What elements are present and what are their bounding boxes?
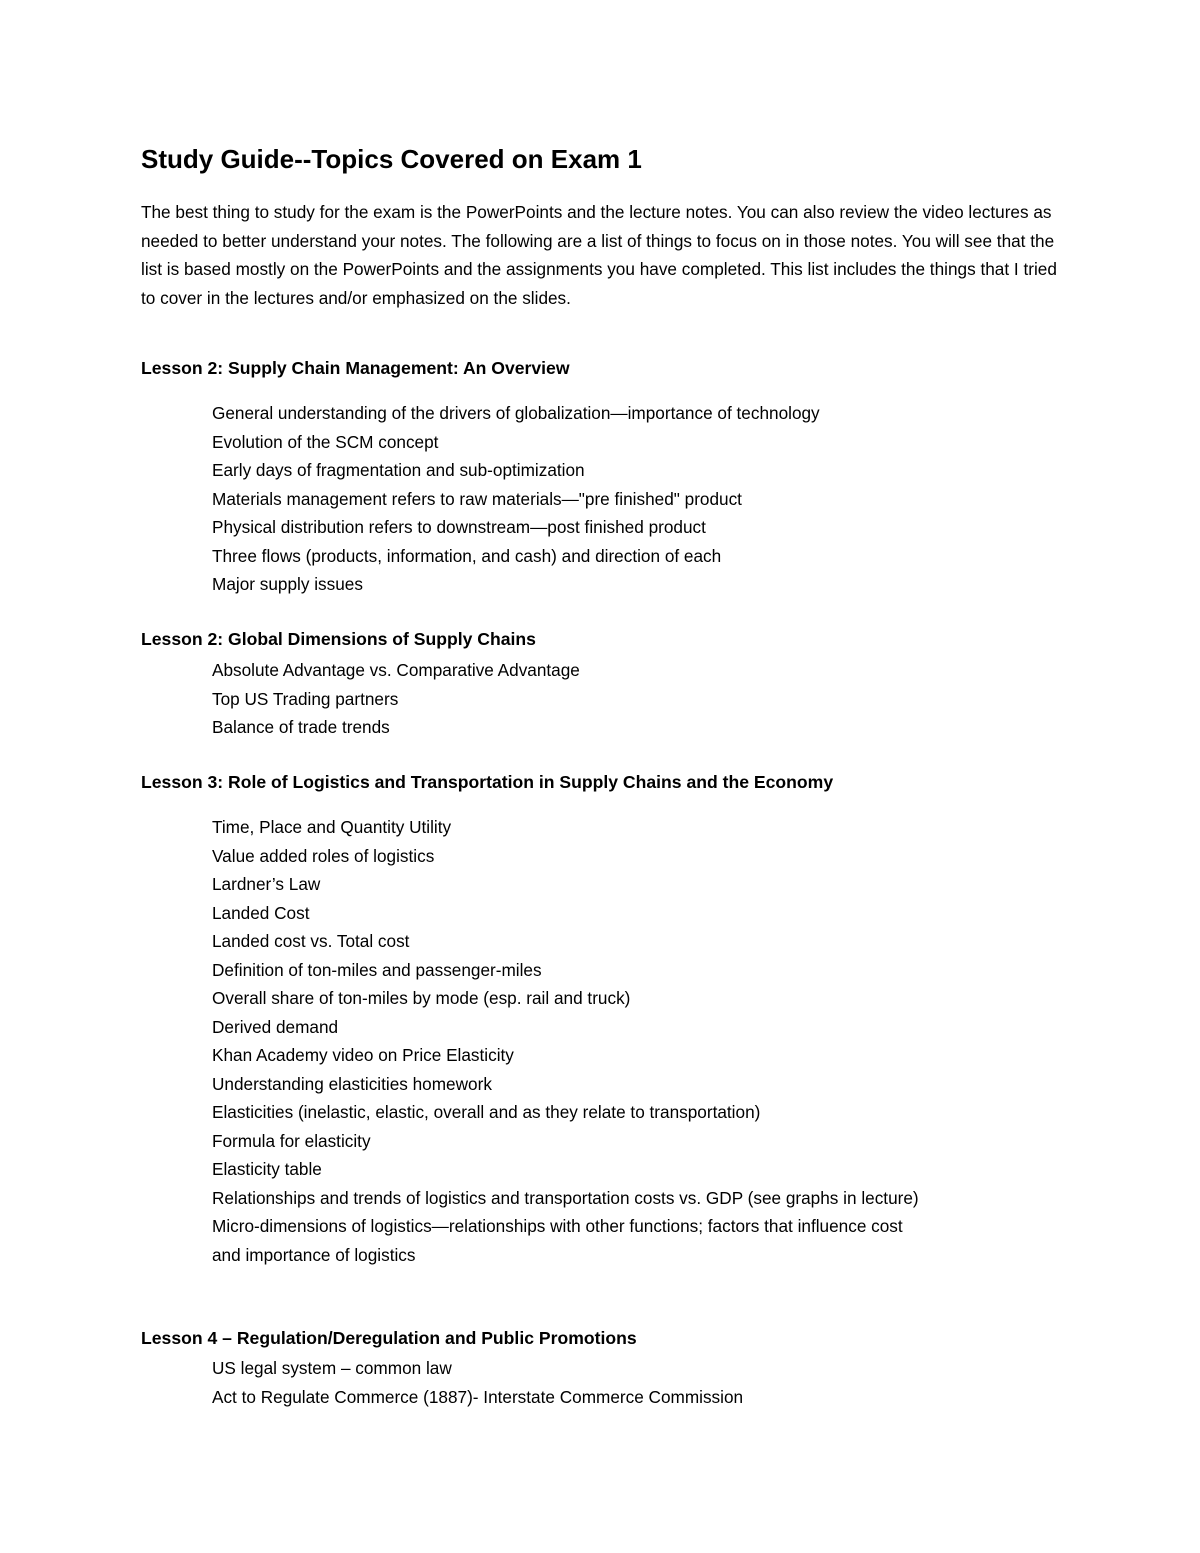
list-item: Evolution of the SCM concept — [212, 431, 439, 452]
list-item: US legal system – common law — [212, 1358, 452, 1378]
list-item: Value added roles of logistics — [212, 845, 435, 866]
intro-paragraph: The best thing to study for the exam is the PowerPoints and the lecture notes. You can also review the video lectures as needed to better understand your notes. The following are a list of things to focus on in those notes. You will see that the list is based mostly on the PowerPoints and the assignments you have completed. This list includes the things that I tried to cover in the lectures and/or emphasized on the slides. — [141, 202, 1057, 308]
section-heading-lesson-3: Lesson 3: Role of Logistics and Transportation in Supply Chains and the Economy — [141, 772, 834, 792]
section-list-lesson-3 — [212, 813, 1072, 1269]
list-item: Three flows (products, information, and cash) and direction of each — [212, 545, 722, 566]
section-heading-lesson-2-overview: Lesson 2: Supply Chain Management: An Overview — [141, 358, 570, 378]
section-heading-lesson-4: Lesson 4 – Regulation/Deregulation and Public Promotions — [141, 1328, 637, 1348]
list-item: Physical distribution refers to downstream—post finished product — [212, 517, 706, 537]
list-item: Materials management refers to raw materials—"pre finished" product — [212, 488, 742, 509]
list-item: Khan Academy video on Price Elasticity — [212, 1045, 514, 1065]
document-title: Study Guide--Topics Covered on Exam 1 — [141, 144, 642, 174]
list-item: Act to Regulate Commerce (1887)- Interstate Commerce Commission — [212, 1386, 744, 1407]
list-item: Top US Trading partners — [212, 688, 399, 709]
section-list-lesson-2-overview — [212, 399, 1072, 599]
list-item: Lardner’s Law — [212, 874, 321, 894]
section-list-lesson-4 — [212, 1354, 1072, 1411]
section-list-lesson-2-global — [212, 656, 1072, 742]
list-item: Overall share of ton-miles by mode (esp. rail and truck) — [212, 988, 631, 1008]
list-item: Early days of fragmentation and sub-optimization — [212, 460, 585, 480]
list-item: Relationships and trends of logistics and transportation costs vs. GDP (see graphs in lecture) — [212, 1187, 919, 1208]
list-item: Landed Cost — [212, 902, 310, 923]
list-item: Major supply issues — [212, 574, 363, 594]
list-item: and importance of logistics — [212, 1244, 416, 1265]
list-item: Formula for elasticity — [212, 1130, 371, 1151]
list-item: Derived demand — [212, 1016, 339, 1037]
section-heading-lesson-2-global: Lesson 2: Global Dimensions of Supply Chains — [141, 629, 536, 649]
list-item: Elasticity table — [212, 1159, 322, 1179]
list-item: Time, Place and Quantity Utility — [212, 817, 452, 837]
list-item: Landed cost vs. Total cost — [212, 931, 410, 951]
list-item: Balance of trade trends — [212, 717, 390, 737]
list-item: Understanding elasticities homework — [212, 1073, 492, 1094]
list-item: Definition of ton-miles and passenger-miles — [212, 959, 542, 980]
list-item: Micro-dimensions of logistics—relationships with other functions; factors that influence cost — [212, 1216, 903, 1236]
list-item: Absolute Advantage vs. Comparative Advantage — [212, 660, 580, 680]
list-item: General understanding of the drivers of globalization—importance of technology — [212, 403, 820, 423]
list-item: Elasticities (inelastic, elastic, overall and as they relate to transportation) — [212, 1102, 761, 1122]
